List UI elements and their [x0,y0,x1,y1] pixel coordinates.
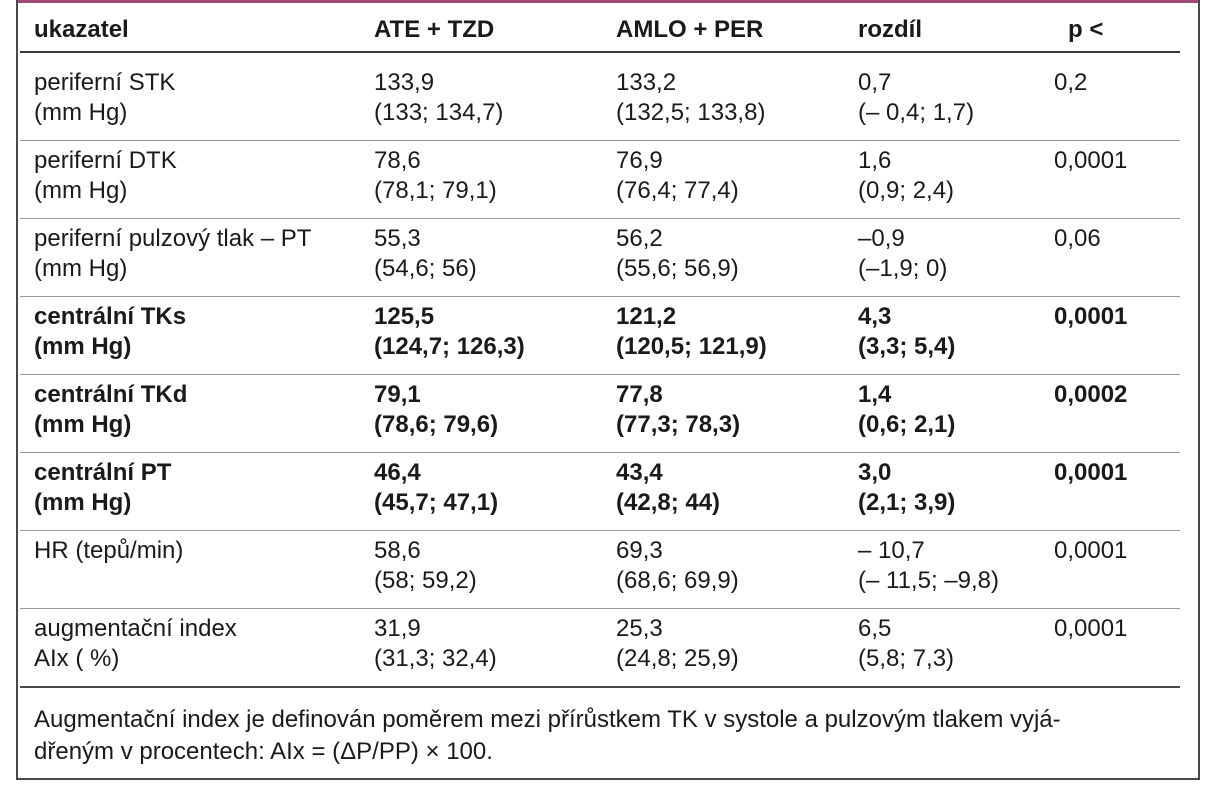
header-rule [20,51,1180,53]
cell-line: periferní DTK [34,147,177,174]
cell-line: (mm Hg) [34,99,128,126]
cell-rozdil [858,536,999,596]
row-separator [20,530,1180,531]
cell-line: (78,1; 79,1) [374,177,497,204]
cell-line: centrální TKd [34,381,188,408]
cell-line: (77,3; 78,3) [616,411,741,438]
cell-line: 3,0 [858,459,892,486]
cell-line: (68,6; 69,9) [616,567,739,594]
footnote [34,704,1184,768]
row-separator [20,608,1180,609]
row-separator [20,296,1180,297]
cell-line: 79,1 [374,381,421,408]
cell-line: (58; 59,2) [374,567,477,594]
cell-label [34,458,171,518]
cell-line: (2,1; 3,9) [858,489,956,516]
cell-ate-tzd [374,68,503,128]
cell-line: 1,4 [858,381,892,408]
cell-line: (0,9; 2,4) [858,177,955,204]
footnote-line-1: Augmentační index je definován poměrem mezi přírůstkem TK v systole a pulzovým tlakem vyjá- [34,706,1061,733]
cell-line: centrální TKs [34,303,187,330]
cell-amlo-per [616,68,765,128]
cell-line: 46,4 [374,459,421,486]
cell-ate-tzd [374,458,498,518]
cell-line: 6,5 [858,615,892,642]
cell-amlo-per [616,614,739,674]
cell-line: 56,2 [616,225,663,252]
cell-line: (78,6; 79,6) [374,411,499,438]
cell-line: – 10,7 [858,537,925,564]
cell-line: (mm Hg) [34,177,128,204]
cell-p: 0,0001 [1054,459,1128,486]
header-amlo-per: AMLO + PER [616,16,764,43]
cell-ate-tzd [374,380,498,440]
header-rozdil: rozdíl [858,16,922,43]
cell-line: 43,4 [616,459,663,486]
cell-line: (mm Hg) [34,255,128,282]
cell-line: (132,5; 133,8) [616,99,766,126]
cell-line: 125,5 [374,303,435,330]
cell-amlo-per [616,458,720,518]
cell-rozdil [858,380,955,440]
cell-line: (mm Hg) [34,411,132,438]
cell-line: AIx ( %) [34,645,120,672]
cell-line: (124,7; 126,3) [374,333,525,360]
cell-p: 0,0001 [1054,147,1128,174]
cell-line: 0,7 [858,69,892,96]
cell-line: (5,8; 7,3) [858,645,955,672]
header-p: p < [1068,16,1104,43]
cell-line: (– 0,4; 1,7) [858,99,975,126]
cell-amlo-per [616,146,739,206]
row-separator [20,140,1180,141]
cell-line: (– 11,5; –9,8) [858,567,999,594]
cell-line: (120,5; 121,9) [616,333,767,360]
cell-line: centrální PT [34,459,172,486]
cell-label [34,68,175,128]
cell-ate-tzd [374,536,477,596]
cell-line: 69,3 [616,537,663,564]
cell-line: 121,2 [616,303,677,330]
cell-line: (0,6; 2,1) [858,411,956,438]
cell-line: (3,3; 5,4) [858,333,956,360]
cell-line: (76,4; 77,4) [616,177,739,204]
cell-line: periferní pulzový tlak – PT [34,225,312,252]
cell-line: (–1,9; 0) [858,255,948,282]
cell-label [34,302,186,362]
cell-line: augmentační index [34,615,237,642]
footnote-line-2: dřeným v procentech: AIx = (ΔP/PP) × 100. [34,738,493,765]
cell-line: (45,7; 47,1) [374,489,499,516]
cell-p: 0,0001 [1054,303,1128,330]
cell-ate-tzd [374,146,497,206]
cell-rozdil [858,458,955,518]
cell-line: 55,3 [374,225,421,252]
cell-line: –0,9 [858,225,905,252]
cell-line: 1,6 [858,147,892,174]
cell-label [34,224,311,284]
cell-p: 0,2 [1054,69,1088,96]
cell-line: (55,6; 56,9) [616,255,739,282]
cell-rozdil [858,146,954,206]
cell-p: 0,0001 [1054,537,1128,564]
cell-rozdil [858,614,954,674]
cell-line: 58,6 [374,537,421,564]
cell-line: 25,3 [616,615,663,642]
cell-p: 0,06 [1054,225,1101,252]
cell-amlo-per [616,536,739,596]
cell-line: 31,9 [374,615,421,642]
cell-line: 4,3 [858,303,892,330]
cell-line: 77,8 [616,381,663,408]
cell-p: 0,0001 [1054,615,1128,642]
cell-label [34,146,177,206]
cell-rozdil [858,302,955,362]
header-ate-tzd: ATE + TZD [374,16,495,43]
cell-rozdil [858,224,947,284]
cell-line: 133,9 [374,69,435,96]
cell-label [34,614,237,674]
cell-ate-tzd [374,302,525,362]
row-separator [20,686,1180,688]
cell-line: (24,8; 25,9) [616,645,739,672]
row-separator [20,218,1180,219]
cell-amlo-per [616,224,739,284]
cell-label [34,536,183,566]
cell-line: (mm Hg) [34,333,132,360]
cell-line: (42,8; 44) [616,489,721,516]
cell-rozdil [858,68,974,128]
cell-ate-tzd [374,224,477,284]
cell-label [34,380,187,440]
cell-line: (31,3; 32,4) [374,645,497,672]
cell-ate-tzd [374,614,497,674]
cell-line: 78,6 [374,147,421,174]
cell-p: 0,0002 [1054,381,1128,408]
row-separator [20,374,1180,375]
cell-line: 76,9 [616,147,663,174]
cell-line: (mm Hg) [34,489,132,516]
cell-amlo-per [616,302,767,362]
header-ukazatel: ukazatel [34,16,129,43]
cell-line: HR (tepů/min) [34,537,184,564]
cell-line: periferní STK [34,69,176,96]
cell-line: (133; 134,7) [374,99,504,126]
row-separator [20,452,1180,453]
cell-line: 133,2 [616,69,677,96]
cell-line: (54,6; 56) [374,255,477,282]
cell-amlo-per [616,380,740,440]
table-header [18,11,1180,47]
